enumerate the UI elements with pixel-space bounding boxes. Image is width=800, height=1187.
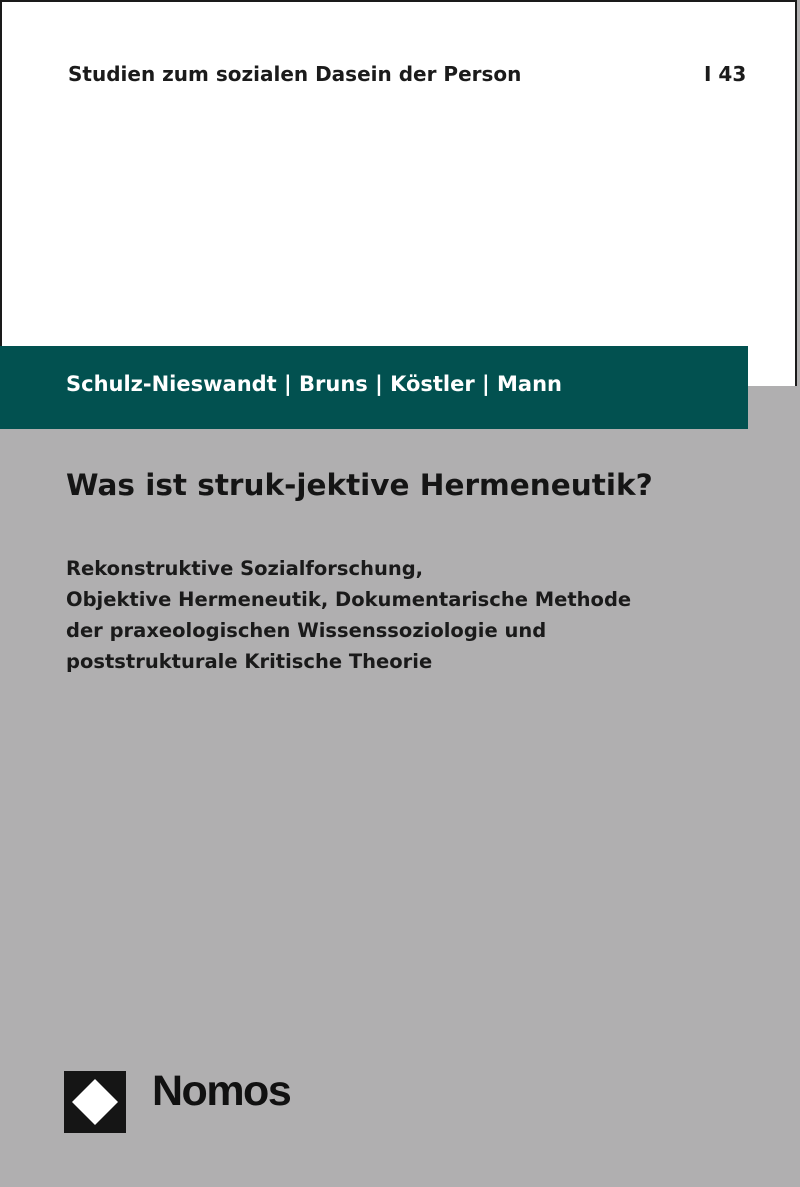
book-subtitle (66, 553, 746, 677)
top-panel (0, 0, 797, 386)
author-band (0, 346, 748, 429)
subtitle-line: Rekonstruktive Sozialforschung, (66, 557, 424, 580)
series-title: Studien zum sozialen Dasein der Person (68, 62, 522, 86)
book-title: Was ist struk-jektive Hermeneutik? (66, 468, 653, 502)
subtitle-line: Objektive Hermeneutik, Dokumentarische Methode (66, 588, 632, 611)
diamond-in-square-icon (64, 1071, 126, 1133)
series-number: I 43 (704, 62, 747, 86)
publisher-logo-text: Nomos (152, 1067, 291, 1115)
authors: Schulz-Nieswandt | Bruns | Köstler | Mann (66, 372, 562, 396)
subtitle-line: poststrukturale Kritische Theorie (66, 650, 433, 673)
subtitle-line: der praxeologischen Wissenssoziologie und (66, 619, 547, 642)
